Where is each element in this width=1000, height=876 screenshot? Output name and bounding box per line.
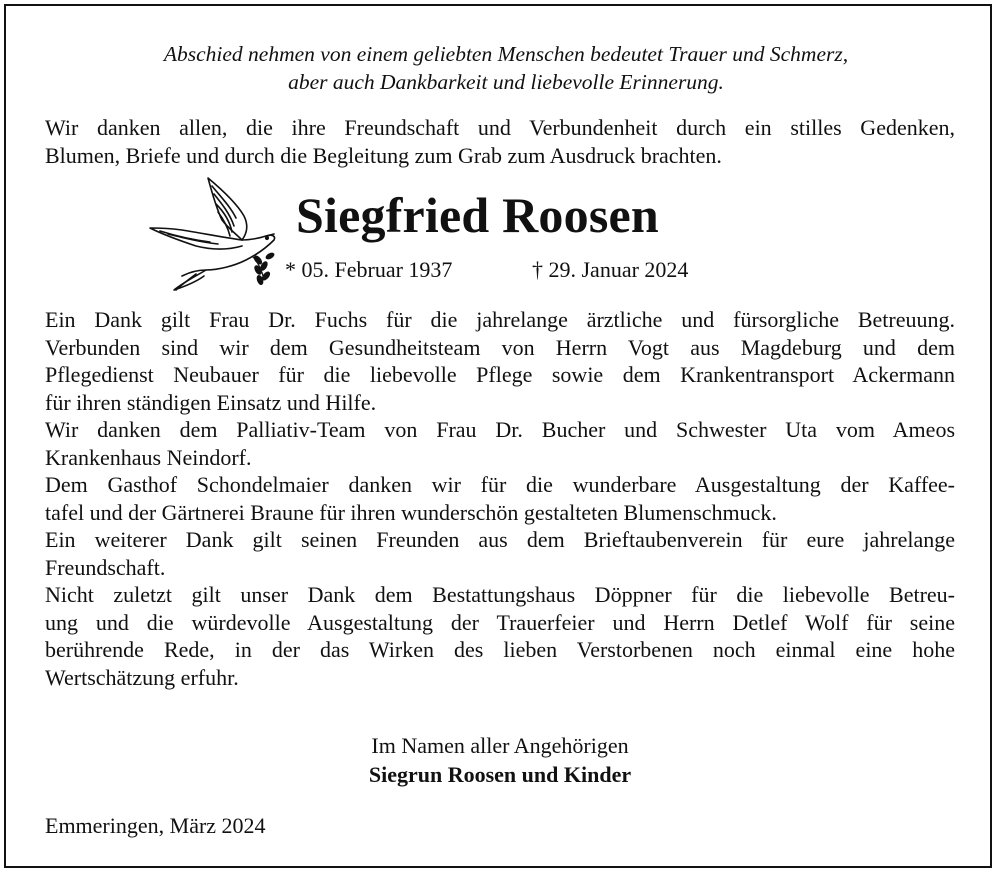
thanks-line: für ihren ständigen Einsatz und Hilfe.	[45, 389, 377, 415]
signature-intro: Im Namen aller Angehörigen	[371, 733, 629, 758]
birth-date: * 05. Februar 1937	[285, 257, 453, 282]
thanks-line: Ein Dank gilt Frau Dr. Fuchs für die jahrelange ärztliche und fürsorgliche Betreuung.	[45, 307, 955, 332]
dove-with-branch-icon	[148, 176, 280, 292]
motto	[6, 40, 1000, 96]
thanks-line: Ein weiterer Dank gilt seinen Freunden aus dem Brieftaubenverein für eure jahrelange	[45, 527, 955, 552]
thanks-paragraph	[45, 306, 955, 691]
death-date: † 29. Januar 2024	[532, 257, 689, 282]
thanks-line: Freundschaft.	[45, 554, 166, 580]
thanks-line: berührende Rede, in der das Wirken des lieben Verstorbenen noch einmal eine hohe	[45, 637, 955, 662]
thanks-line: Pflegedienst Neubauer für die liebevolle Pflege sowie dem Krankentransport Ackermann	[45, 362, 955, 387]
signature-block	[0, 731, 1000, 789]
thanks-line: Wertschätzung erfuhr.	[45, 664, 239, 690]
thanks-line: Nicht zuletzt gilt unser Dank dem Bestattungshaus Döppner für die liebevolle Betreu-	[45, 582, 955, 607]
motto-line-2: aber auch Dankbarkeit und liebevolle Erinnerung.	[288, 70, 724, 94]
place-date: Emmeringen, März 2024	[45, 813, 266, 838]
intro-line: Wir danken allen, die ihre Freundschaft und Verbundenheit durch ein stilles Gedenken,	[45, 115, 955, 140]
thanks-line: ung und die würdevolle Ausgestaltung der Trauerfeier und Herrn Detlef Wolf für seine	[45, 609, 955, 635]
thanks-line: tafel und der Gärtnerei Braune für ihren wunderschön gestalteten Blumenschmuck.	[45, 499, 777, 525]
intro-paragraph	[45, 114, 955, 169]
thanks-line: Verbunden sind wir dem Gesundheitsteam von Herrn Vogt aus Magdeburg und dem	[45, 334, 955, 360]
thanks-line: Dem Gasthof Schondelmaier danken wir für die wunderbare Ausgestaltung der Kaffee-	[45, 472, 955, 497]
intro-line: Blumen, Briefe und durch die Begleitung zum Grab zum Ausdruck brachten.	[45, 142, 722, 168]
deceased-name: Siegfried Roosen	[296, 187, 659, 243]
thanks-line: Wir danken dem Palliativ-Team von Frau Dr. Bucher und Schwester Uta vom Ameos	[45, 417, 955, 442]
motto-line-1: Abschied nehmen von einem geliebten Menschen bedeutet Trauer und Schmerz,	[163, 42, 849, 66]
thanks-line: Krankenhaus Neindorf.	[45, 444, 252, 470]
signature-names: Siegrun Roosen und Kinder	[368, 762, 632, 787]
